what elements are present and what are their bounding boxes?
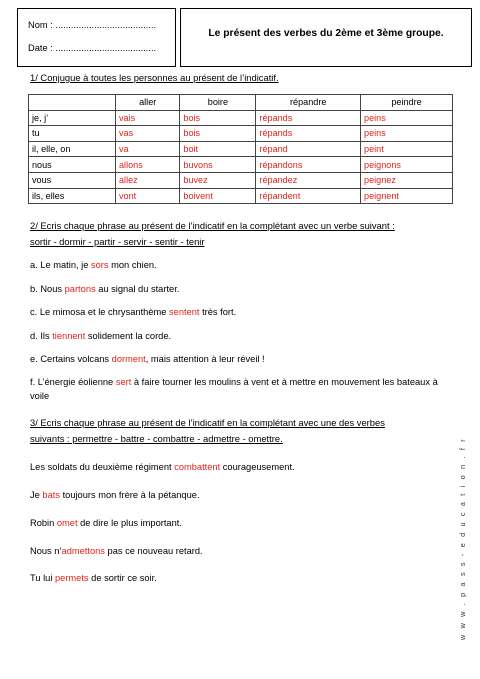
table-row [29,172,453,188]
answer-word[interactable]: combattent [174,462,221,472]
sentence-text: b. Nous [30,284,65,294]
answer-cell[interactable]: buvez [180,172,256,188]
answer-word[interactable]: partons [64,284,96,294]
sentence-text: c. Le mimosa et le chrysanthème [30,307,169,317]
pronoun-cell: il, elle, on [29,141,116,157]
pronoun-cell: je, j’ [29,110,116,126]
table-header-row [29,95,453,111]
exercise-sentence [30,490,200,500]
section2-heading-line1: 2/ Ecris chaque phrase au présent de l’indicatif en la complétant avec un verbe suivant : [30,220,395,231]
answer-cell[interactable]: boivent [180,188,256,204]
name-field[interactable]: Nom : ....................................... [28,20,157,30]
answer-word[interactable]: permets [54,573,89,583]
answer-word[interactable]: bats [42,490,60,500]
answer-cell[interactable]: allez [116,172,180,188]
answer-cell[interactable]: bois [180,110,256,126]
answer-cell[interactable]: répands [256,126,361,142]
sentence-text: solidement la corde. [85,331,172,341]
page-title: Le présent des verbes du 2ème et 3ème groupe. [208,28,444,39]
sentence-text: e. Certains volcans [30,354,112,364]
section3-heading-line1: 3/ Ecris chaque phrase au présent de l’indicatif en la complétant avec une des verbes [30,417,385,428]
answer-cell[interactable]: répand [256,141,361,157]
sentence-text: pas ce nouveau retard. [104,546,203,556]
conjugation-table [28,94,453,204]
column-header [29,95,116,111]
exercise-sentence [30,331,171,341]
sentence-text: toujours mon frère à la pétanque. [59,490,200,500]
answer-cell[interactable]: buvons [180,157,256,173]
sentence-text: Tu lui [30,573,55,583]
exercise-sentence [30,354,265,364]
answer-word[interactable]: sert [115,377,132,387]
table-row [29,110,453,126]
date-field[interactable]: Date : ....................................... [28,43,157,53]
sentence-text: f. L’énergie éolienne [30,377,116,387]
sentence-text: courageusement. [220,462,295,472]
pronoun-cell: nous [29,157,116,173]
sentence-text: Nous n’ [30,546,62,556]
sentence-text: d. Ils [30,331,53,341]
sentence-text: de sortir ce soir. [88,573,157,583]
site-watermark: w w w . p a s s - e d u c a t i o n . f r [458,437,467,640]
exercise-sentence [30,260,157,270]
sentence-text: Robin [30,518,57,528]
column-header: aller [116,95,180,111]
table-row [29,188,453,204]
exercise-sentence [30,573,157,583]
table-row [29,126,453,142]
section3-heading-line2: suivants : permettre - battre - combattre - admettre - omettre. [30,433,283,444]
exercise-sentence [30,546,203,556]
exercise-sentence [30,462,295,472]
sentence-text: mon chien. [108,260,157,270]
title-box [180,8,472,67]
student-info-box [17,8,176,67]
answer-word[interactable]: omet [56,518,78,528]
section2-heading-line2: sortir - dormir - partir - servir - sentir - tenir [30,236,205,247]
sentence-text: Les soldats du deuxième régiment [30,462,175,472]
exercise-sentence [30,284,179,294]
answer-cell[interactable]: répandez [256,172,361,188]
answer-cell[interactable]: peignent [361,188,453,204]
answer-cell[interactable]: va [116,141,180,157]
exercise-sentence [30,518,182,528]
table-row [29,141,453,157]
column-header: répandre [256,95,361,111]
sentence-text: Je [30,490,43,500]
sentence-text: très fort. [199,307,237,317]
section1-heading: 1/ Conjugue à toutes les personnes au présent de l’indicatif. [30,72,279,83]
answer-cell[interactable]: peins [361,110,453,126]
pronoun-cell: ils, elles [29,188,116,204]
answer-cell[interactable]: boit [180,141,256,157]
answer-cell[interactable]: vas [116,126,180,142]
sentence-text: a. Le matin, je [30,260,91,270]
sentence-text: de dire le plus important. [77,518,182,528]
answer-cell[interactable]: peignez [361,172,453,188]
sentence-text: au signal du starter. [95,284,180,294]
answer-cell[interactable]: répandent [256,188,361,204]
answer-word[interactable]: dorment [111,354,146,364]
exercise-sentence [30,307,236,317]
exercise-sentence [30,376,440,403]
answer-cell[interactable]: répandons [256,157,361,173]
answer-cell[interactable]: vont [116,188,180,204]
answer-word[interactable]: sors [90,260,109,270]
answer-cell[interactable]: peins [361,126,453,142]
column-header: boire [180,95,256,111]
table-row [29,157,453,173]
answer-word[interactable]: admettons [61,546,105,556]
answer-cell[interactable]: bois [180,126,256,142]
column-header: peindre [361,95,453,111]
sentence-text: , mais attention à leur réveil ! [145,354,265,364]
answer-cell[interactable]: peint [361,141,453,157]
answer-cell[interactable]: répands [256,110,361,126]
answer-cell[interactable]: peignons [361,157,453,173]
answer-cell[interactable]: vais [116,110,180,126]
pronoun-cell: tu [29,126,116,142]
answer-word[interactable]: tiennent [52,331,86,341]
pronoun-cell: vous [29,172,116,188]
answer-word[interactable]: sentent [169,307,200,317]
sentence-text: à faire tourner les moulins à vent et à mettre en mouvement les bateaux à voile [30,377,438,401]
answer-cell[interactable]: allons [116,157,180,173]
